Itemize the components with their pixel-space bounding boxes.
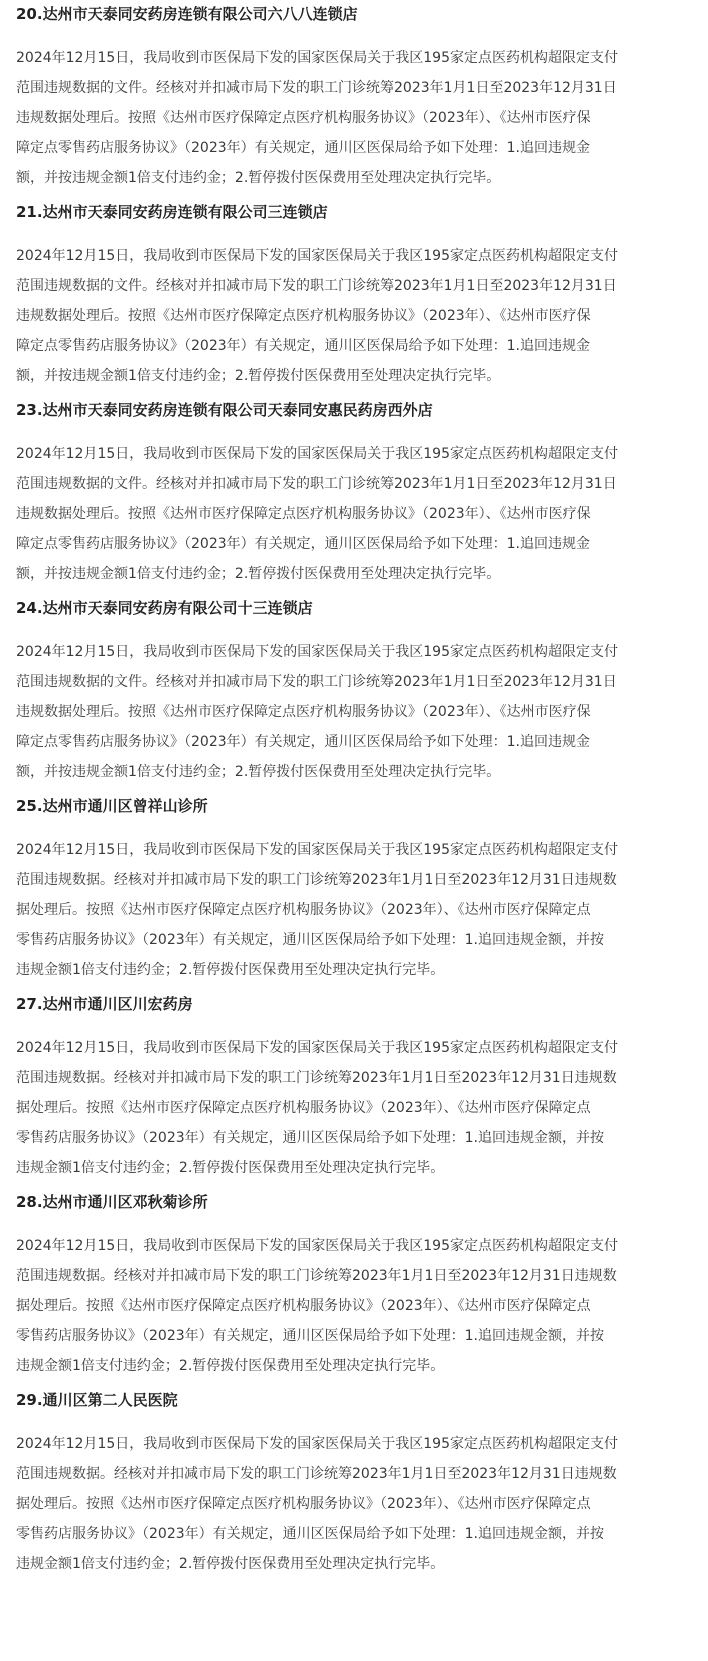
section-title: 21.达州市天泰同安药房连锁有限公司三连锁店: [16, 203, 328, 221]
section-paragraph: [16, 43, 700, 193]
paragraph-line: 范围违规数据的文件。经核对并扣减市局下发的职工门诊统筹2023年1月1日至2023年12月31日: [16, 80, 617, 96]
paragraph-line: 违规金额1倍支付违约金；2.暂停拨付医保费用至处理决定执行完毕。: [16, 1358, 445, 1374]
paragraph-line: 2024年12月15日，我局收到市医保局下发的国家医保局关于我区195家定点医药机构超限定支付: [16, 644, 618, 660]
paragraph-line: 据处理后。按照《达州市医疗保障定点医疗机构服务协议》（2023年）、《达州市医疗保障定点: [16, 1298, 591, 1314]
paragraph-line: 范围违规数据的文件。经核对并扣减市局下发的职工门诊统筹2023年1月1日至2023年12月31日: [16, 476, 617, 492]
paragraph-line: 范围违规数据的文件。经核对并扣减市局下发的职工门诊统筹2023年1月1日至2023年12月31日: [16, 278, 617, 294]
paragraph-line: 违规金额1倍支付违约金；2.暂停拨付医保费用至处理决定执行完毕。: [16, 1160, 445, 1176]
paragraph-line: 2024年12月15日，我局收到市医保局下发的国家医保局关于我区195家定点医药机构超限定支付: [16, 1436, 618, 1452]
paragraph-line: 障定点零售药店服务协议》（2023年）有关规定，通川区医保局给予如下处理：1.追回违规金: [16, 536, 590, 552]
section-paragraph: [16, 637, 700, 787]
section-paragraph: [16, 835, 700, 985]
section-paragraph: [16, 439, 700, 589]
section-title: 29.通川区第二人民医院: [16, 1391, 178, 1409]
paragraph-line: 范围违规数据。经核对并扣减市局下发的职工门诊统筹2023年1月1日至2023年12月31日违规数: [16, 1466, 617, 1482]
section-paragraph: [16, 1429, 700, 1579]
paragraph-line: 零售药店服务协议》（2023年）有关规定，通川区医保局给予如下处理：1.追回违规金额，并按: [16, 1526, 604, 1542]
paragraph-line: 额，并按违规金额1倍支付违约金；2.暂停拨付医保费用至处理决定执行完毕。: [16, 368, 501, 384]
paragraph-line: 据处理后。按照《达州市医疗保障定点医疗机构服务协议》（2023年）、《达州市医疗保障定点: [16, 1100, 591, 1116]
paragraph-line: 2024年12月15日，我局收到市医保局下发的国家医保局关于我区195家定点医药机构超限定支付: [16, 248, 618, 264]
section-title: 25.达州市通川区曾祥山诊所: [16, 797, 208, 815]
paragraph-line: 零售药店服务协议》（2023年）有关规定，通川区医保局给予如下处理：1.追回违规金额，并按: [16, 1130, 604, 1146]
section-paragraph: [16, 241, 700, 391]
paragraph-line: 额，并按违规金额1倍支付违约金；2.暂停拨付医保费用至处理决定执行完毕。: [16, 566, 501, 582]
section-title: 23.达州市天泰同安药房连锁有限公司天泰同安惠民药房西外店: [16, 401, 433, 419]
paragraph-line: 障定点零售药店服务协议》（2023年）有关规定，通川区医保局给予如下处理：1.追回违规金: [16, 338, 590, 354]
paragraph-line: 违规金额1倍支付违约金；2.暂停拨付医保费用至处理决定执行完毕。: [16, 1556, 445, 1572]
paragraph-line: 2024年12月15日，我局收到市医保局下发的国家医保局关于我区195家定点医药机构超限定支付: [16, 1040, 618, 1056]
section-title: 28.达州市通川区邓秋菊诊所: [16, 1193, 208, 1211]
paragraph-line: 违规数据处理后。按照《达州市医疗保障定点医疗机构服务协议》（2023年）、《达州市医疗保: [16, 704, 591, 720]
paragraph-line: 违规数据处理后。按照《达州市医疗保障定点医疗机构服务协议》（2023年）、《达州市医疗保: [16, 506, 591, 522]
paragraph-line: 违规数据处理后。按照《达州市医疗保障定点医疗机构服务协议》（2023年）、《达州市医疗保: [16, 110, 591, 126]
paragraph-line: 范围违规数据。经核对并扣减市局下发的职工门诊统筹2023年1月1日至2023年12月31日违规数: [16, 872, 617, 888]
paragraph-line: 违规金额1倍支付违约金；2.暂停拨付医保费用至处理决定执行完毕。: [16, 962, 445, 978]
paragraph-line: 据处理后。按照《达州市医疗保障定点医疗机构服务协议》（2023年）、《达州市医疗保障定点: [16, 1496, 591, 1512]
paragraph-line: 违规数据处理后。按照《达州市医疗保障定点医疗机构服务协议》（2023年）、《达州市医疗保: [16, 308, 591, 324]
paragraph-line: 范围违规数据。经核对并扣减市局下发的职工门诊统筹2023年1月1日至2023年12月31日违规数: [16, 1268, 617, 1284]
paragraph-line: 范围违规数据的文件。经核对并扣减市局下发的职工门诊统筹2023年1月1日至2023年12月31日: [16, 674, 617, 690]
section-paragraph: [16, 1231, 700, 1381]
section-title: 27.达州市通川区川宏药房: [16, 995, 193, 1013]
paragraph-line: 零售药店服务协议》（2023年）有关规定，通川区医保局给予如下处理：1.追回违规金额，并按: [16, 1328, 604, 1344]
section-title: 24.达州市天泰同安药房有限公司十三连锁店: [16, 599, 313, 617]
paragraph-line: 2024年12月15日，我局收到市医保局下发的国家医保局关于我区195家定点医药机构超限定支付: [16, 446, 618, 462]
paragraph-line: 额，并按违规金额1倍支付违约金；2.暂停拨付医保费用至处理决定执行完毕。: [16, 764, 501, 780]
paragraph-line: 障定点零售药店服务协议》（2023年）有关规定，通川区医保局给予如下处理：1.追回违规金: [16, 140, 590, 156]
paragraph-line: 障定点零售药店服务协议》（2023年）有关规定，通川区医保局给予如下处理：1.追回违规金: [16, 734, 590, 750]
paragraph-line: 2024年12月15日，我局收到市医保局下发的国家医保局关于我区195家定点医药机构超限定支付: [16, 1238, 618, 1254]
paragraph-line: 2024年12月15日，我局收到市医保局下发的国家医保局关于我区195家定点医药机构超限定支付: [16, 842, 618, 858]
section-title: 20.达州市天泰同安药房连锁有限公司六八八连锁店: [16, 5, 358, 23]
section-paragraph: [16, 1033, 700, 1183]
paragraph-line: 零售药店服务协议》（2023年）有关规定，通川区医保局给予如下处理：1.追回违规金额，并按: [16, 932, 604, 948]
paragraph-line: 范围违规数据。经核对并扣减市局下发的职工门诊统筹2023年1月1日至2023年12月31日违规数: [16, 1070, 617, 1086]
paragraph-line: 据处理后。按照《达州市医疗保障定点医疗机构服务协议》（2023年）、《达州市医疗保障定点: [16, 902, 591, 918]
paragraph-line: 2024年12月15日，我局收到市医保局下发的国家医保局关于我区195家定点医药机构超限定支付: [16, 50, 618, 66]
paragraph-line: 额，并按违规金额1倍支付违约金；2.暂停拨付医保费用至处理决定执行完毕。: [16, 170, 501, 186]
